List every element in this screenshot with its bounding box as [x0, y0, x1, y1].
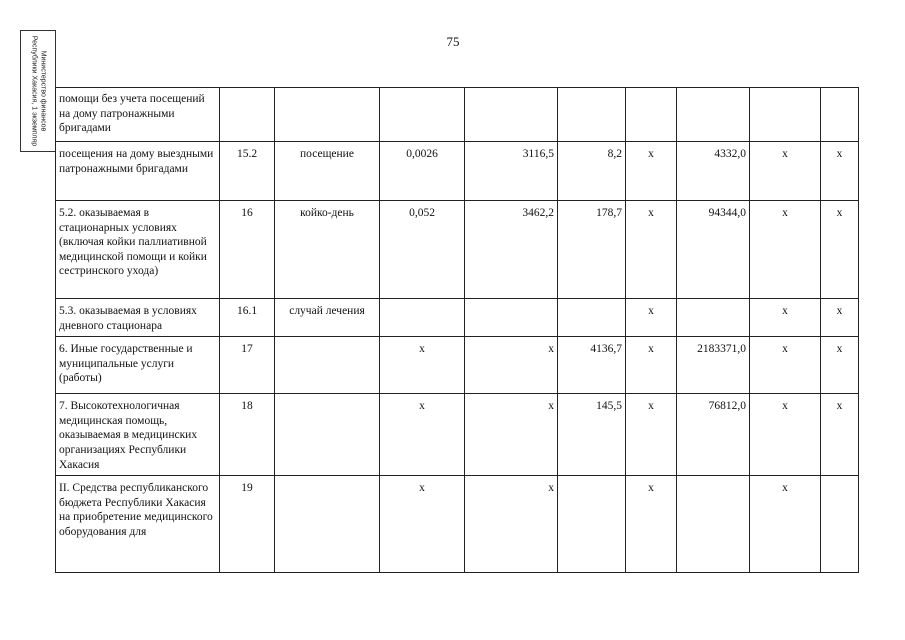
cell-name: 5.3. оказываемая в условиях дневного стационара: [56, 299, 220, 337]
cell-c9: х: [750, 299, 821, 337]
cell-c7: х: [626, 142, 677, 201]
cell-c4: х: [380, 337, 465, 394]
cell-c7: х: [626, 394, 677, 476]
cell-unit: койко-день: [275, 201, 380, 299]
cell-c6: 8,2: [558, 142, 626, 201]
table-row: [56, 201, 859, 299]
cell-c4: [380, 299, 465, 337]
stamp: [20, 30, 56, 152]
cell-c6: 4136,7: [558, 337, 626, 394]
table-row: [56, 142, 859, 201]
cell-c4: х: [380, 394, 465, 476]
cell-c4: 0,0026: [380, 142, 465, 201]
cell-line: 15.2: [220, 142, 275, 201]
cell-unit: [275, 476, 380, 573]
cell-c8: 94344,0: [677, 201, 750, 299]
cell-name: 5.2. оказываемая в стационарных условиях (включая койки паллиативной медицинской помощи и койки сестринского ухода): [56, 201, 220, 299]
cell-c10: [821, 476, 859, 573]
cell-unit: случай лечения: [275, 299, 380, 337]
cell-c7: х: [626, 476, 677, 573]
cell-c5: х: [465, 337, 558, 394]
cell-c10: х: [821, 337, 859, 394]
cell-name: II. Средства республиканского бюджета Республики Хакасия на приобретение медицинского оборудования для: [56, 476, 220, 573]
cell-c10: [821, 88, 859, 142]
cell-c10: х: [821, 201, 859, 299]
cell-unit: [275, 394, 380, 476]
cell-c9: х: [750, 201, 821, 299]
cell-c9: х: [750, 142, 821, 201]
cell-c8: 76812,0: [677, 394, 750, 476]
cell-c10: х: [821, 142, 859, 201]
cell-c6: [558, 88, 626, 142]
cell-c7: [626, 88, 677, 142]
table-row: [56, 299, 859, 337]
cell-c10: х: [821, 299, 859, 337]
cell-unit: [275, 337, 380, 394]
cell-c6: [558, 476, 626, 573]
cell-c7: х: [626, 337, 677, 394]
data-table: [55, 87, 859, 573]
table-row: [56, 394, 859, 476]
cell-c6: [558, 299, 626, 337]
cell-c7: х: [626, 201, 677, 299]
cell-c8: 4332,0: [677, 142, 750, 201]
table-row: [56, 88, 859, 142]
cell-line: 19: [220, 476, 275, 573]
cell-unit: посещение: [275, 142, 380, 201]
cell-c5: [465, 299, 558, 337]
cell-c5: х: [465, 394, 558, 476]
cell-name: 6. Иные государственные и муниципальные услуги (работы): [56, 337, 220, 394]
cell-line: 18: [220, 394, 275, 476]
cell-c6: 178,7: [558, 201, 626, 299]
cell-line: 16.1: [220, 299, 275, 337]
cell-c8: [677, 88, 750, 142]
cell-name: посещения на дому выездными патронажными бригадами: [56, 142, 220, 201]
cell-line: 16: [220, 201, 275, 299]
cell-c5: [465, 88, 558, 142]
cell-c9: х: [750, 476, 821, 573]
cell-c8: [677, 476, 750, 573]
cell-line: [220, 88, 275, 142]
cell-c5: х: [465, 476, 558, 573]
cell-c8: [677, 299, 750, 337]
cell-c4: х: [380, 476, 465, 573]
cell-name: помощи без учета посещений на дому патронажными бригадами: [56, 88, 220, 142]
table-row: [56, 337, 859, 394]
stamp-text: Министерство финансов Республики Хакасия, 1 экземпляр: [31, 35, 47, 147]
cell-c8: 2183371,0: [677, 337, 750, 394]
cell-name: 7. Высокотехнологичная медицинская помощь, оказываемая в медицинских организациях Республики Хакасия: [56, 394, 220, 476]
cell-line: 17: [220, 337, 275, 394]
cell-c9: х: [750, 394, 821, 476]
cell-c5: 3116,5: [465, 142, 558, 201]
cell-c9: х: [750, 337, 821, 394]
cell-unit: [275, 88, 380, 142]
page-number: 75: [446, 34, 460, 49]
cell-c10: х: [821, 394, 859, 476]
cell-c4: [380, 88, 465, 142]
cell-c6: 145,5: [558, 394, 626, 476]
cell-c7: х: [626, 299, 677, 337]
cell-c4: 0,052: [380, 201, 465, 299]
table-row: [56, 476, 859, 573]
cell-c9: [750, 88, 821, 142]
cell-c5: 3462,2: [465, 201, 558, 299]
